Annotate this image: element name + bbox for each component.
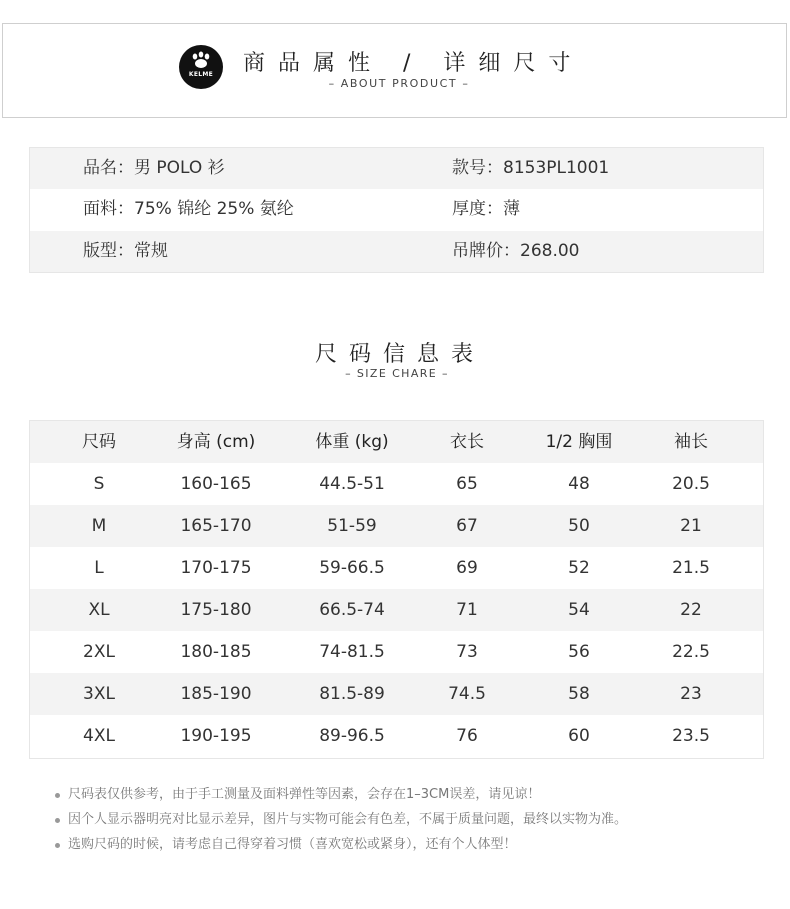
cell-length: 71 — [456, 600, 478, 620]
header-weight: 体重 (kg) — [315, 432, 389, 452]
cell-height: 190-195 — [180, 726, 252, 746]
cell-size: 2XL — [83, 642, 115, 662]
cell-length: 73 — [456, 642, 478, 662]
attributes-table — [29, 147, 764, 273]
bullet-icon — [55, 843, 60, 848]
cell-height: 180-185 — [180, 642, 252, 662]
note-text: 选购尺码的时候，请考虑自己得穿着习惯（喜欢宽松或紧身），还有个人体型！ — [68, 837, 517, 852]
cell-height: 170-175 — [180, 558, 252, 578]
cell-sleeve: 20.5 — [672, 474, 710, 494]
header-size: 尺码 — [82, 432, 116, 452]
size-section-title: 尺码信息表 — [314, 342, 485, 367]
cell-chest: 56 — [568, 642, 590, 662]
cell-sleeve: 23.5 — [672, 726, 710, 746]
attribute-value: 男 POLO 衫 — [134, 158, 225, 178]
cell-size: M — [91, 516, 107, 536]
bullet-icon — [55, 793, 60, 798]
header-chest: 1/2 胸围 — [545, 432, 613, 452]
attribute-style-no — [452, 148, 609, 189]
attribute-value: 75% 锦纶 25% 氨纶 — [134, 199, 294, 219]
header-length: 衣长 — [450, 432, 484, 452]
attribute-label: 厚度： — [452, 199, 503, 219]
attribute-value: 薄 — [503, 199, 520, 219]
cell-size: XL — [88, 600, 110, 620]
attribute-label: 款号： — [452, 158, 503, 178]
cell-sleeve: 23 — [680, 684, 702, 704]
cell-sleeve: 22.5 — [672, 642, 710, 662]
cell-chest: 58 — [568, 684, 590, 704]
table-row — [30, 463, 763, 505]
cell-chest: 50 — [568, 516, 590, 536]
note-item — [55, 811, 627, 836]
cell-chest: 48 — [568, 474, 590, 494]
attribute-fabric — [83, 189, 294, 230]
page-title: 商品属性 / 详细尺寸 — [243, 51, 584, 76]
attribute-value: 268.00 — [520, 241, 580, 261]
note-item — [55, 786, 627, 811]
cell-size: 4XL — [83, 726, 115, 746]
size-section-subtitle: – SIZE CHARE – — [345, 367, 449, 380]
cell-weight: 74-81.5 — [319, 642, 385, 662]
table-row — [30, 673, 763, 715]
cell-length: 74.5 — [448, 684, 486, 704]
attribute-label: 版型： — [83, 241, 134, 261]
cell-size: S — [93, 474, 105, 494]
attribute-value: 常规 — [134, 241, 168, 261]
note-text: 尺码表仅供参考，由于手工测量及面料弹性等因素，会存在1–3CM误差，请见谅！ — [68, 787, 541, 802]
size-notes — [55, 786, 627, 861]
table-row — [30, 715, 763, 757]
header-height: 身高 (cm) — [176, 432, 256, 452]
cell-sleeve: 22 — [680, 600, 702, 620]
cell-length: 67 — [456, 516, 478, 536]
cell-weight: 44.5-51 — [319, 474, 385, 494]
attribute-value: 8153PL1001 — [503, 158, 610, 178]
attribute-label: 品名： — [83, 158, 134, 178]
attribute-fit — [83, 231, 168, 272]
attribute-row — [30, 189, 763, 230]
cell-length: 69 — [456, 558, 478, 578]
size-table-header — [30, 421, 763, 463]
cell-chest: 60 — [568, 726, 590, 746]
attribute-label: 面料： — [83, 199, 134, 219]
header-sleeve: 袖长 — [674, 432, 708, 452]
bullet-icon — [55, 818, 60, 823]
attribute-row — [30, 148, 763, 189]
table-row — [30, 589, 763, 631]
page-subtitle: – ABOUT PRODUCT – — [328, 77, 470, 90]
cell-chest: 54 — [568, 600, 590, 620]
note-text: 因个人显示器明亮对比显示差异，图片与实物可能会有色差，不属于质量问题，最终以实物为准。 — [68, 812, 628, 827]
cell-weight: 89-96.5 — [319, 726, 385, 746]
table-row — [30, 547, 763, 589]
note-item — [55, 836, 627, 861]
cell-height: 185-190 — [180, 684, 252, 704]
cell-height: 165-170 — [180, 516, 252, 536]
cell-sleeve: 21.5 — [672, 558, 710, 578]
table-row — [30, 631, 763, 673]
attribute-name — [83, 148, 225, 189]
table-row — [30, 505, 763, 547]
attribute-price — [452, 231, 579, 272]
cell-length: 65 — [456, 474, 478, 494]
cell-weight: 81.5-89 — [319, 684, 385, 704]
cell-height: 175-180 — [180, 600, 252, 620]
size-table — [29, 420, 764, 759]
attribute-label: 吊牌价： — [452, 241, 520, 261]
cell-size: 3XL — [83, 684, 115, 704]
cell-size: L — [94, 558, 104, 578]
cell-weight: 51-59 — [327, 516, 377, 536]
cell-weight: 59-66.5 — [319, 558, 385, 578]
cell-chest: 52 — [568, 558, 590, 578]
cell-height: 160-165 — [180, 474, 252, 494]
attribute-row — [30, 231, 763, 272]
attribute-thickness — [452, 189, 520, 230]
logo-text: KELME — [188, 71, 214, 78]
cell-sleeve: 21 — [680, 516, 702, 536]
cell-length: 76 — [456, 726, 478, 746]
cell-weight: 66.5-74 — [319, 600, 385, 620]
